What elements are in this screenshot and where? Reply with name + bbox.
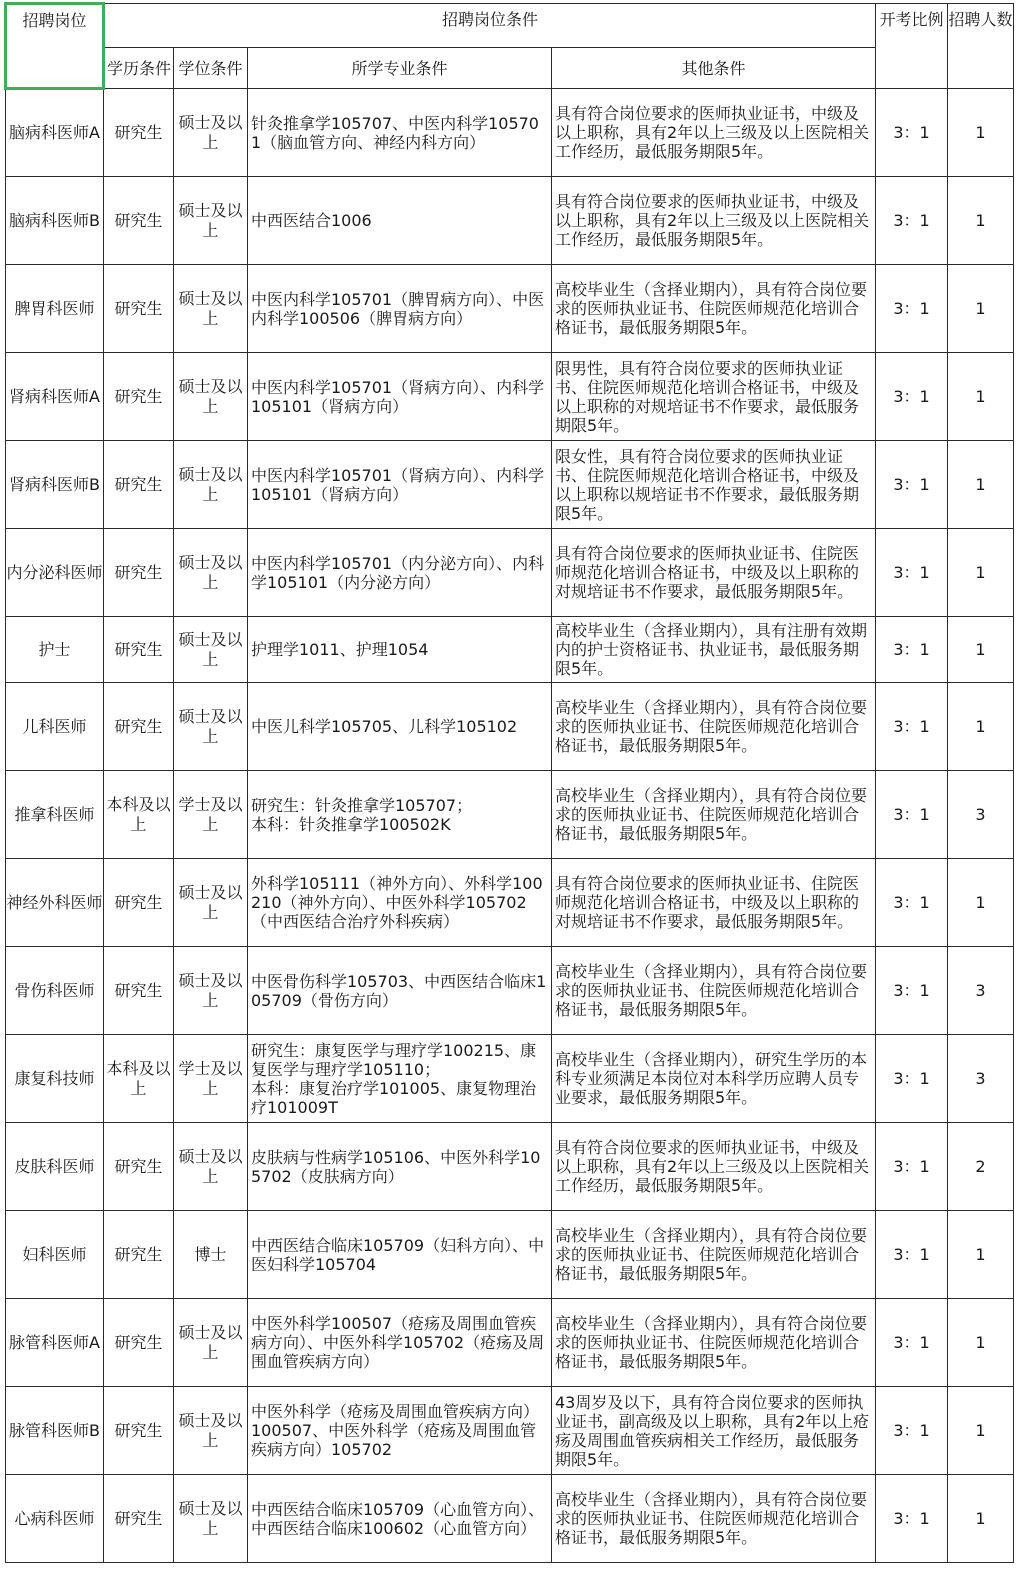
table-row xyxy=(6,265,1014,353)
cell-count: 1 xyxy=(948,859,1014,947)
cell-ratio: 3：1 xyxy=(876,89,948,177)
cell-education: 本科及以上 xyxy=(104,1035,174,1123)
cell-other: 具有符合岗位要求的医师执业证书，中级及以上职称，具有2年以上三级及以上医院相关工作经历，最低服务期限5年。 xyxy=(552,177,876,265)
cell-degree: 硕士及以上 xyxy=(174,683,248,771)
cell-other: 限女性，具有符合岗位要求的医师执业证书、住院医师规范化培训合格证书，中级及以上职称以规培证书不作要求，最低服务期限5年。 xyxy=(552,441,876,529)
cell-other: 高校毕业生（含择业期内），具有符合岗位要求的医师执业证书、住院医师规范化培训合格证书，最低服务期限5年。 xyxy=(552,683,876,771)
cell-education: 研究生 xyxy=(104,1387,174,1475)
cell-count: 1 xyxy=(948,265,1014,353)
cell-major: 研究生：针灸推拿学105707； 本科：针灸推拿学100502K xyxy=(248,771,552,859)
table-row xyxy=(6,1211,1014,1299)
table-row xyxy=(6,529,1014,617)
header-conditions: 招聘岗位条件 xyxy=(104,4,876,48)
table-row xyxy=(6,683,1014,771)
cell-count: 1 xyxy=(948,353,1014,441)
cell-count: 1 xyxy=(948,617,1014,683)
header-row-2 xyxy=(6,48,1014,89)
cell-post: 神经外科医师 xyxy=(6,859,104,947)
cell-major: 中西医结合临床105709（心血管方向）、中西医结合临床100602（心血管方向） xyxy=(248,1475,552,1563)
cell-education: 研究生 xyxy=(104,529,174,617)
cell-post: 护士 xyxy=(6,617,104,683)
cell-ratio: 3：1 xyxy=(876,771,948,859)
cell-other: 高校毕业生（含择业期内），具有符合岗位要求的医师执业证书、住院医师规范化培训合格证书，最低服务期限5年。 xyxy=(552,265,876,353)
cell-degree: 硕士及以上 xyxy=(174,89,248,177)
cell-other: 高校毕业生（含择业期内），具有符合岗位要求的医师执业证书、住院医师规范化培训合格证书，最低服务期限5年。 xyxy=(552,1299,876,1387)
cell-major: 中医骨伤科学105703、中西医结合临床105709（骨伤方向） xyxy=(248,947,552,1035)
cell-ratio: 3：1 xyxy=(876,1123,948,1211)
cell-ratio: 3：1 xyxy=(876,353,948,441)
table-row xyxy=(6,947,1014,1035)
cell-count: 1 xyxy=(948,89,1014,177)
header-post[interactable]: 招聘岗位 xyxy=(6,4,104,89)
cell-major: 中医内科学105701（内分泌方向）、内科学105101（内分泌方向） xyxy=(248,529,552,617)
cell-degree: 硕士及以上 xyxy=(174,617,248,683)
cell-other: 高校毕业生（含择业期内），研究生学历的本科专业须满足本岗位对本科学历应聘人员专业要求，最低服务期限5年。 xyxy=(552,1035,876,1123)
cell-education: 研究生 xyxy=(104,177,174,265)
cell-major: 中医儿科学105705、儿科学105102 xyxy=(248,683,552,771)
header-ratio: 开考比例 xyxy=(876,4,948,89)
cell-post: 康复科技师 xyxy=(6,1035,104,1123)
cell-ratio: 3：1 xyxy=(876,683,948,771)
table-row xyxy=(6,177,1014,265)
table-row xyxy=(6,1123,1014,1211)
cell-count: 3 xyxy=(948,771,1014,859)
cell-count: 1 xyxy=(948,683,1014,771)
table-row xyxy=(6,1035,1014,1123)
cell-count: 1 xyxy=(948,441,1014,529)
cell-education: 研究生 xyxy=(104,683,174,771)
cell-major: 中医内科学105701（肾病方向）、内科学105101（肾病方向） xyxy=(248,441,552,529)
cell-count: 1 xyxy=(948,177,1014,265)
cell-other: 高校毕业生（含择业期内），具有符合岗位要求的医师执业证书、住院医师规范化培训合格证书，最低服务期限5年。 xyxy=(552,771,876,859)
cell-major: 护理学1011、护理1054 xyxy=(248,617,552,683)
cell-ratio: 3：1 xyxy=(876,177,948,265)
cell-post: 肾病科医师B xyxy=(6,441,104,529)
cell-major: 针灸推拿学105707、中医内科学105701（脑血管方向、神经内科方向） xyxy=(248,89,552,177)
cell-education: 研究生 xyxy=(104,617,174,683)
cell-ratio: 3：1 xyxy=(876,1211,948,1299)
cell-other: 限男性，具有符合岗位要求的医师执业证书、住院医师规范化培训合格证书，中级及以上职称的对规培证书不作要求，最低服务期限5年。 xyxy=(552,353,876,441)
header-degree: 学位条件 xyxy=(174,48,248,89)
cell-post: 皮肤科医师 xyxy=(6,1123,104,1211)
table-row xyxy=(6,1387,1014,1475)
header-education: 学历条件 xyxy=(104,48,174,89)
cell-post: 内分泌科医师 xyxy=(6,529,104,617)
cell-degree: 硕士及以上 xyxy=(174,1299,248,1387)
cell-other: 高校毕业生（含择业期内），具有符合岗位要求的医师执业证书、住院医师规范化培训合格证书，最低服务期限5年。 xyxy=(552,947,876,1035)
cell-major: 研究生：康复医学与理疗学100215、康复医学与理疗学105110； 本科：康复治疗学101005、康复物理治疗101009T xyxy=(248,1035,552,1123)
cell-count: 1 xyxy=(948,1475,1014,1563)
cell-ratio: 3：1 xyxy=(876,859,948,947)
cell-other: 具有符合岗位要求的医师执业证书，中级及以上职称，具有2年以上三级及以上医院相关工作经历，最低服务期限5年。 xyxy=(552,89,876,177)
cell-count: 1 xyxy=(948,1387,1014,1475)
cell-major: 中医外科学（疮疡及周围血管疾病方向）100507、中医外科学（疮疡及周围血管疾病方向）105702 xyxy=(248,1387,552,1475)
cell-post: 儿科医师 xyxy=(6,683,104,771)
cell-other: 具有符合岗位要求的医师执业证书、住院医师规范化培训合格证书，中级及以上职称的对规培证书不作要求，最低服务期限5年。 xyxy=(552,859,876,947)
cell-degree: 硕士及以上 xyxy=(174,859,248,947)
header-other: 其他条件 xyxy=(552,48,876,89)
cell-education: 研究生 xyxy=(104,1299,174,1387)
cell-education: 研究生 xyxy=(104,1475,174,1563)
cell-count: 1 xyxy=(948,1211,1014,1299)
cell-major: 中医内科学105701（脾胃病方向）、中医内科学100506（脾胃病方向） xyxy=(248,265,552,353)
table-row xyxy=(6,1475,1014,1563)
cell-education: 本科及以上 xyxy=(104,771,174,859)
cell-other: 43周岁及以下，具有符合岗位要求的医师执业证书，副高级及以上职称，具有2年以上疮疡及周围血管疾病相关工作经历，最低服务期限5年。 xyxy=(552,1387,876,1475)
cell-other: 高校毕业生（含择业期内），具有符合岗位要求的医师执业证书、住院医师规范化培训合格证书，最低服务期限5年。 xyxy=(552,1211,876,1299)
cell-degree: 学士及以上 xyxy=(174,1035,248,1123)
cell-post: 脾胃科医师 xyxy=(6,265,104,353)
cell-degree: 硕士及以上 xyxy=(174,1475,248,1563)
cell-other: 具有符合岗位要求的医师执业证书，中级及以上职称，具有2年以上三级及以上医院相关工作经历，最低服务期限5年。 xyxy=(552,1123,876,1211)
cell-ratio: 3：1 xyxy=(876,1299,948,1387)
table-row xyxy=(6,617,1014,683)
cell-ratio: 3：1 xyxy=(876,441,948,529)
cell-count: 3 xyxy=(948,1035,1014,1123)
cell-count: 3 xyxy=(948,947,1014,1035)
cell-post: 脑病科医师B xyxy=(6,177,104,265)
cell-other: 高校毕业生（含择业期内），具有符合岗位要求的医师执业证书、住院医师规范化培训合格证书，最低服务期限5年。 xyxy=(552,1475,876,1563)
cell-education: 研究生 xyxy=(104,947,174,1035)
table-row xyxy=(6,771,1014,859)
cell-count: 1 xyxy=(948,529,1014,617)
cell-major: 中西医结合1006 xyxy=(248,177,552,265)
cell-major: 中医内科学105701（肾病方向）、内科学105101（肾病方向） xyxy=(248,353,552,441)
cell-ratio: 3：1 xyxy=(876,529,948,617)
recruitment-table xyxy=(4,2,1014,1563)
cell-education: 研究生 xyxy=(104,353,174,441)
header-count: 招聘人数 xyxy=(948,4,1014,89)
cell-count: 2 xyxy=(948,1123,1014,1211)
cell-ratio: 3：1 xyxy=(876,1035,948,1123)
cell-post: 妇科医师 xyxy=(6,1211,104,1299)
cell-other: 高校毕业生（含择业期内），具有注册有效期内的护士资格证书、执业证书，最低服务期限5年。 xyxy=(552,617,876,683)
cell-ratio: 3：1 xyxy=(876,265,948,353)
cell-education: 研究生 xyxy=(104,89,174,177)
cell-ratio: 3：1 xyxy=(876,1387,948,1475)
cell-major: 中医外科学100507（疮疡及周围血管疾病方向）、中医外科学105702（疮疡及周围血管疾病方向） xyxy=(248,1299,552,1387)
cell-degree: 学士及以上 xyxy=(174,771,248,859)
cell-count: 1 xyxy=(948,1299,1014,1387)
header-major: 所学专业条件 xyxy=(248,48,552,89)
cell-degree: 硕士及以上 xyxy=(174,1387,248,1475)
cell-education: 研究生 xyxy=(104,1123,174,1211)
cell-post: 推拿科医师 xyxy=(6,771,104,859)
cell-post: 脉管科医师A xyxy=(6,1299,104,1387)
cell-education: 研究生 xyxy=(104,1211,174,1299)
cell-post: 脑病科医师A xyxy=(6,89,104,177)
recruitment-table-page xyxy=(4,2,1016,1587)
cell-education: 研究生 xyxy=(104,859,174,947)
header-row-1 xyxy=(6,4,1014,48)
cell-major: 外科学105111（神外方向）、外科学100210（神外方向）、中医外科学105702（中西医结合治疗外科疾病） xyxy=(248,859,552,947)
cell-post: 心病科医师 xyxy=(6,1475,104,1563)
cell-education: 研究生 xyxy=(104,265,174,353)
cell-major: 中西医结合临床105709（妇科方向）、中医妇科学105704 xyxy=(248,1211,552,1299)
cell-post: 肾病科医师A xyxy=(6,353,104,441)
cell-degree: 硕士及以上 xyxy=(174,265,248,353)
cell-degree: 硕士及以上 xyxy=(174,947,248,1035)
cell-degree: 硕士及以上 xyxy=(174,177,248,265)
cell-other: 具有符合岗位要求的医师执业证书、住院医师规范化培训合格证书，中级及以上职称的对规培证书不作要求，最低服务期限5年。 xyxy=(552,529,876,617)
cell-degree: 硕士及以上 xyxy=(174,441,248,529)
table-row xyxy=(6,1299,1014,1387)
table-row xyxy=(6,353,1014,441)
table-row xyxy=(6,441,1014,529)
cell-education: 研究生 xyxy=(104,441,174,529)
cell-degree: 博士 xyxy=(174,1211,248,1299)
table-row xyxy=(6,89,1014,177)
cell-ratio: 3：1 xyxy=(876,947,948,1035)
cell-ratio: 3：1 xyxy=(876,617,948,683)
cell-post: 脉管科医师B xyxy=(6,1387,104,1475)
cell-major: 皮肤病与性病学105106、中医外科学105702（皮肤病方向） xyxy=(248,1123,552,1211)
cell-degree: 硕士及以上 xyxy=(174,529,248,617)
cell-degree: 硕士及以上 xyxy=(174,353,248,441)
cell-ratio: 3：1 xyxy=(876,1475,948,1563)
table-row xyxy=(6,859,1014,947)
cell-post: 骨伤科医师 xyxy=(6,947,104,1035)
cell-degree: 硕士及以上 xyxy=(174,1123,248,1211)
